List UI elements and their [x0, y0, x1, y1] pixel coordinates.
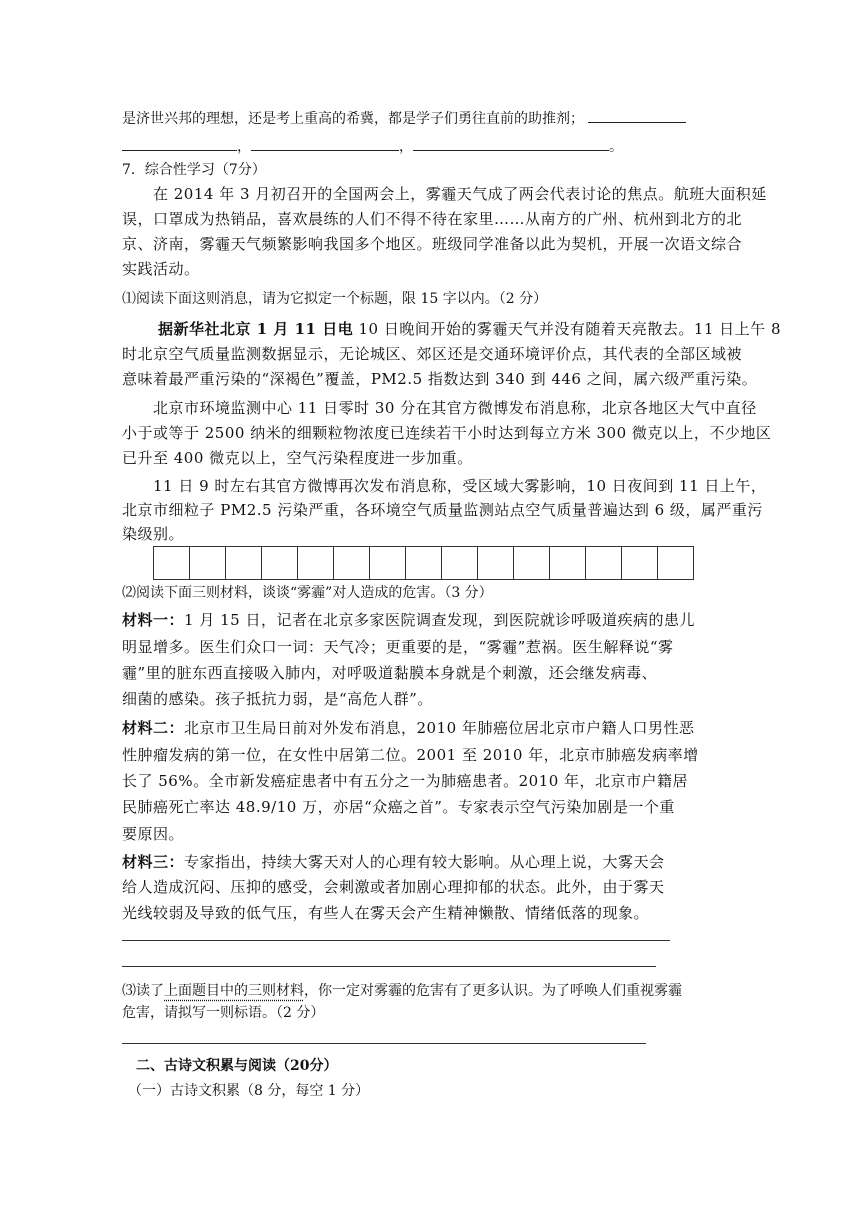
answer-blank[interactable] [251, 136, 399, 151]
grid-cell[interactable] [550, 547, 586, 579]
news-line: 小于或等于 2500 纳米的细颗粒物浓度已连续若干小时达到每立方米 300 微克以上，不少地区 [122, 424, 772, 442]
title-answer-grid[interactable] [153, 546, 694, 580]
material-line [122, 852, 665, 872]
material-line [122, 610, 695, 630]
answer-line[interactable] [122, 1043, 646, 1044]
emphasis-dotted-text: 上面题目中的三则材料 [164, 983, 304, 999]
material-text: 1 月 15 日，记者在北京多家医院调查发现，到医院就诊呼吸道疾病的患儿 [184, 611, 695, 629]
news-dateline: 据新华社北京 1 月 11 日电 [158, 320, 354, 338]
answer-blank[interactable] [122, 136, 237, 151]
separator: 。 [609, 139, 623, 155]
answer-blank[interactable] [588, 108, 686, 123]
news-line: 11 日 9 时左右其官方微博再次发布消息称，受区域大雾影响，10 日夜间到 11 日上午， [153, 477, 767, 495]
grid-cell[interactable] [586, 547, 622, 579]
material-line [122, 718, 694, 738]
sub-question-3-prompt [122, 981, 682, 1001]
material-line: 要原因。 [122, 825, 185, 843]
section-2-title: 二、古诗文积累与阅读（20分） [136, 1058, 338, 1074]
material-line: 民肺癌死亡率达 48.9/10 万，亦居“众癌之首”。专家表示空气污染加剧是一个重 [122, 798, 675, 816]
grid-cell[interactable] [658, 547, 694, 579]
grid-cell[interactable] [226, 547, 262, 579]
answer-line[interactable] [122, 940, 670, 941]
section-2-subtitle: （一）古诗文积累（8 分，每空 1 分） [128, 1083, 370, 1099]
news-line: 北京市细粒子 PM2.5 污染严重，各环境空气质量监测站点空气质量普遍达到 6 级，属严重污 [122, 501, 763, 519]
grid-cell[interactable] [370, 547, 406, 579]
fill-blank-text: 是济世兴邦的理想，还是考上重高的希冀，都是学子们勇往直前的助推剂； [122, 111, 584, 127]
answer-blank[interactable] [413, 136, 609, 151]
news-line [158, 319, 781, 339]
intro-line: 京、济南，雾霾天气频繁影响我国多个地区。班级同学准备以此为契机，开展一次语文综合 [122, 235, 743, 253]
separator: ， [237, 139, 251, 155]
material-line: 给人造成沉闷、压抑的感受，会刺激或者加剧心理抑郁的状态。此外，由于雾天 [122, 878, 665, 896]
sub-question-1-prompt: ⑴阅读下面这则消息，请为它拟定一个标题，限 15 字以内。（2 分） [122, 291, 548, 307]
material-line: 长了 56%。全市新发癌症患者中有五分之一为肺癌患者。2010 年，北京市户籍居 [122, 772, 689, 790]
question-7-title: 7．综合性学习（7分） [122, 162, 266, 178]
material-line: 霾”里的脏东西直接吸入肺内，对呼吸道黏膜本身就是个刺激，还会继发病毒、 [122, 664, 658, 682]
intro-line: 实践活动。 [122, 260, 200, 278]
intro-line: 误，口罩成为热销品，喜欢晨练的人们不得不待在家里……从南方的广州、杭州到北方的北 [122, 210, 743, 228]
prompt-text: ⑶读了 [122, 983, 164, 999]
material-line: 光线较弱及导致的低气压，有些人在雾天会产生精神懒散、情绪低落的现象。 [122, 904, 650, 922]
news-line: 时北京空气质量监测数据显示，无论城区、郊区还是交通环境评价点，其代表的全部区域被 [122, 345, 743, 363]
grid-cell[interactable] [190, 547, 226, 579]
grid-cell[interactable] [262, 547, 298, 579]
material-1-label: 材料一： [122, 611, 185, 629]
sub-question-2-prompt: ⑵阅读下面三则材料，谈谈“雾霾”对人造成的危害。（3 分） [122, 585, 493, 601]
news-line: 染级别。 [122, 525, 185, 543]
grid-cell[interactable] [334, 547, 370, 579]
news-line: 北京市环境监测中心 11 日零时 30 分在其官方微博发布消息称，北京各地区大气中直径 [153, 399, 757, 417]
grid-cell[interactable] [478, 547, 514, 579]
news-text: 10 日晚间开始的雾霾天气并没有随着天亮散去。11 日上午 8 [353, 320, 781, 338]
grid-cell[interactable] [406, 547, 442, 579]
fill-blank-line-2 [122, 136, 623, 157]
grid-cell[interactable] [514, 547, 550, 579]
news-line: 意味着最严重污染的“深褐色”覆盖，PM2.5 指数达到 340 到 446 之间，属六级严重污染。 [122, 370, 758, 388]
separator: ， [399, 139, 413, 155]
sub-question-3-prompt-line2: 危害，请拟写一则标语。（2 分） [122, 1005, 325, 1021]
material-line: 细菌的感染。孩子抵抗力弱，是“高危人群”。 [122, 690, 433, 708]
grid-cell[interactable] [154, 547, 190, 579]
material-2-label: 材料二： [122, 719, 185, 737]
material-text: 专家指出，持续大雾天对人的心理有较大影响。从心理上说，大雾天会 [184, 853, 665, 871]
material-line: 性肿瘤发病的第一位，在女性中居第二位。2001 至 2010 年，北京市肺癌发病率增 [122, 746, 699, 764]
grid-cell[interactable] [622, 547, 658, 579]
answer-line[interactable] [122, 966, 656, 967]
intro-line: 在 2014 年 3 月初召开的全国两会上，雾霾天气成了两会代表讨论的焦点。航班大面积延 [153, 185, 767, 203]
fill-blank-line-1 [122, 108, 686, 129]
material-text: 北京市卫生局日前对外发布消息，2010 年肺癌位居北京市户籍人口男性恶 [184, 719, 695, 737]
material-3-label: 材料三： [122, 853, 185, 871]
material-line: 明显增多。医生们众口一词：天气冷；更重要的是，“雾霾”惹祸。医生解释说“雾 [122, 638, 674, 656]
prompt-text: ，你一定对雾霾的危害有了更多认识。为了呼唤人们重视雾霾 [304, 983, 682, 999]
news-line: 已升至 400 微克以上，空气污染程度进一步加重。 [122, 449, 473, 467]
grid-cell[interactable] [442, 547, 478, 579]
grid-cell[interactable] [298, 547, 334, 579]
